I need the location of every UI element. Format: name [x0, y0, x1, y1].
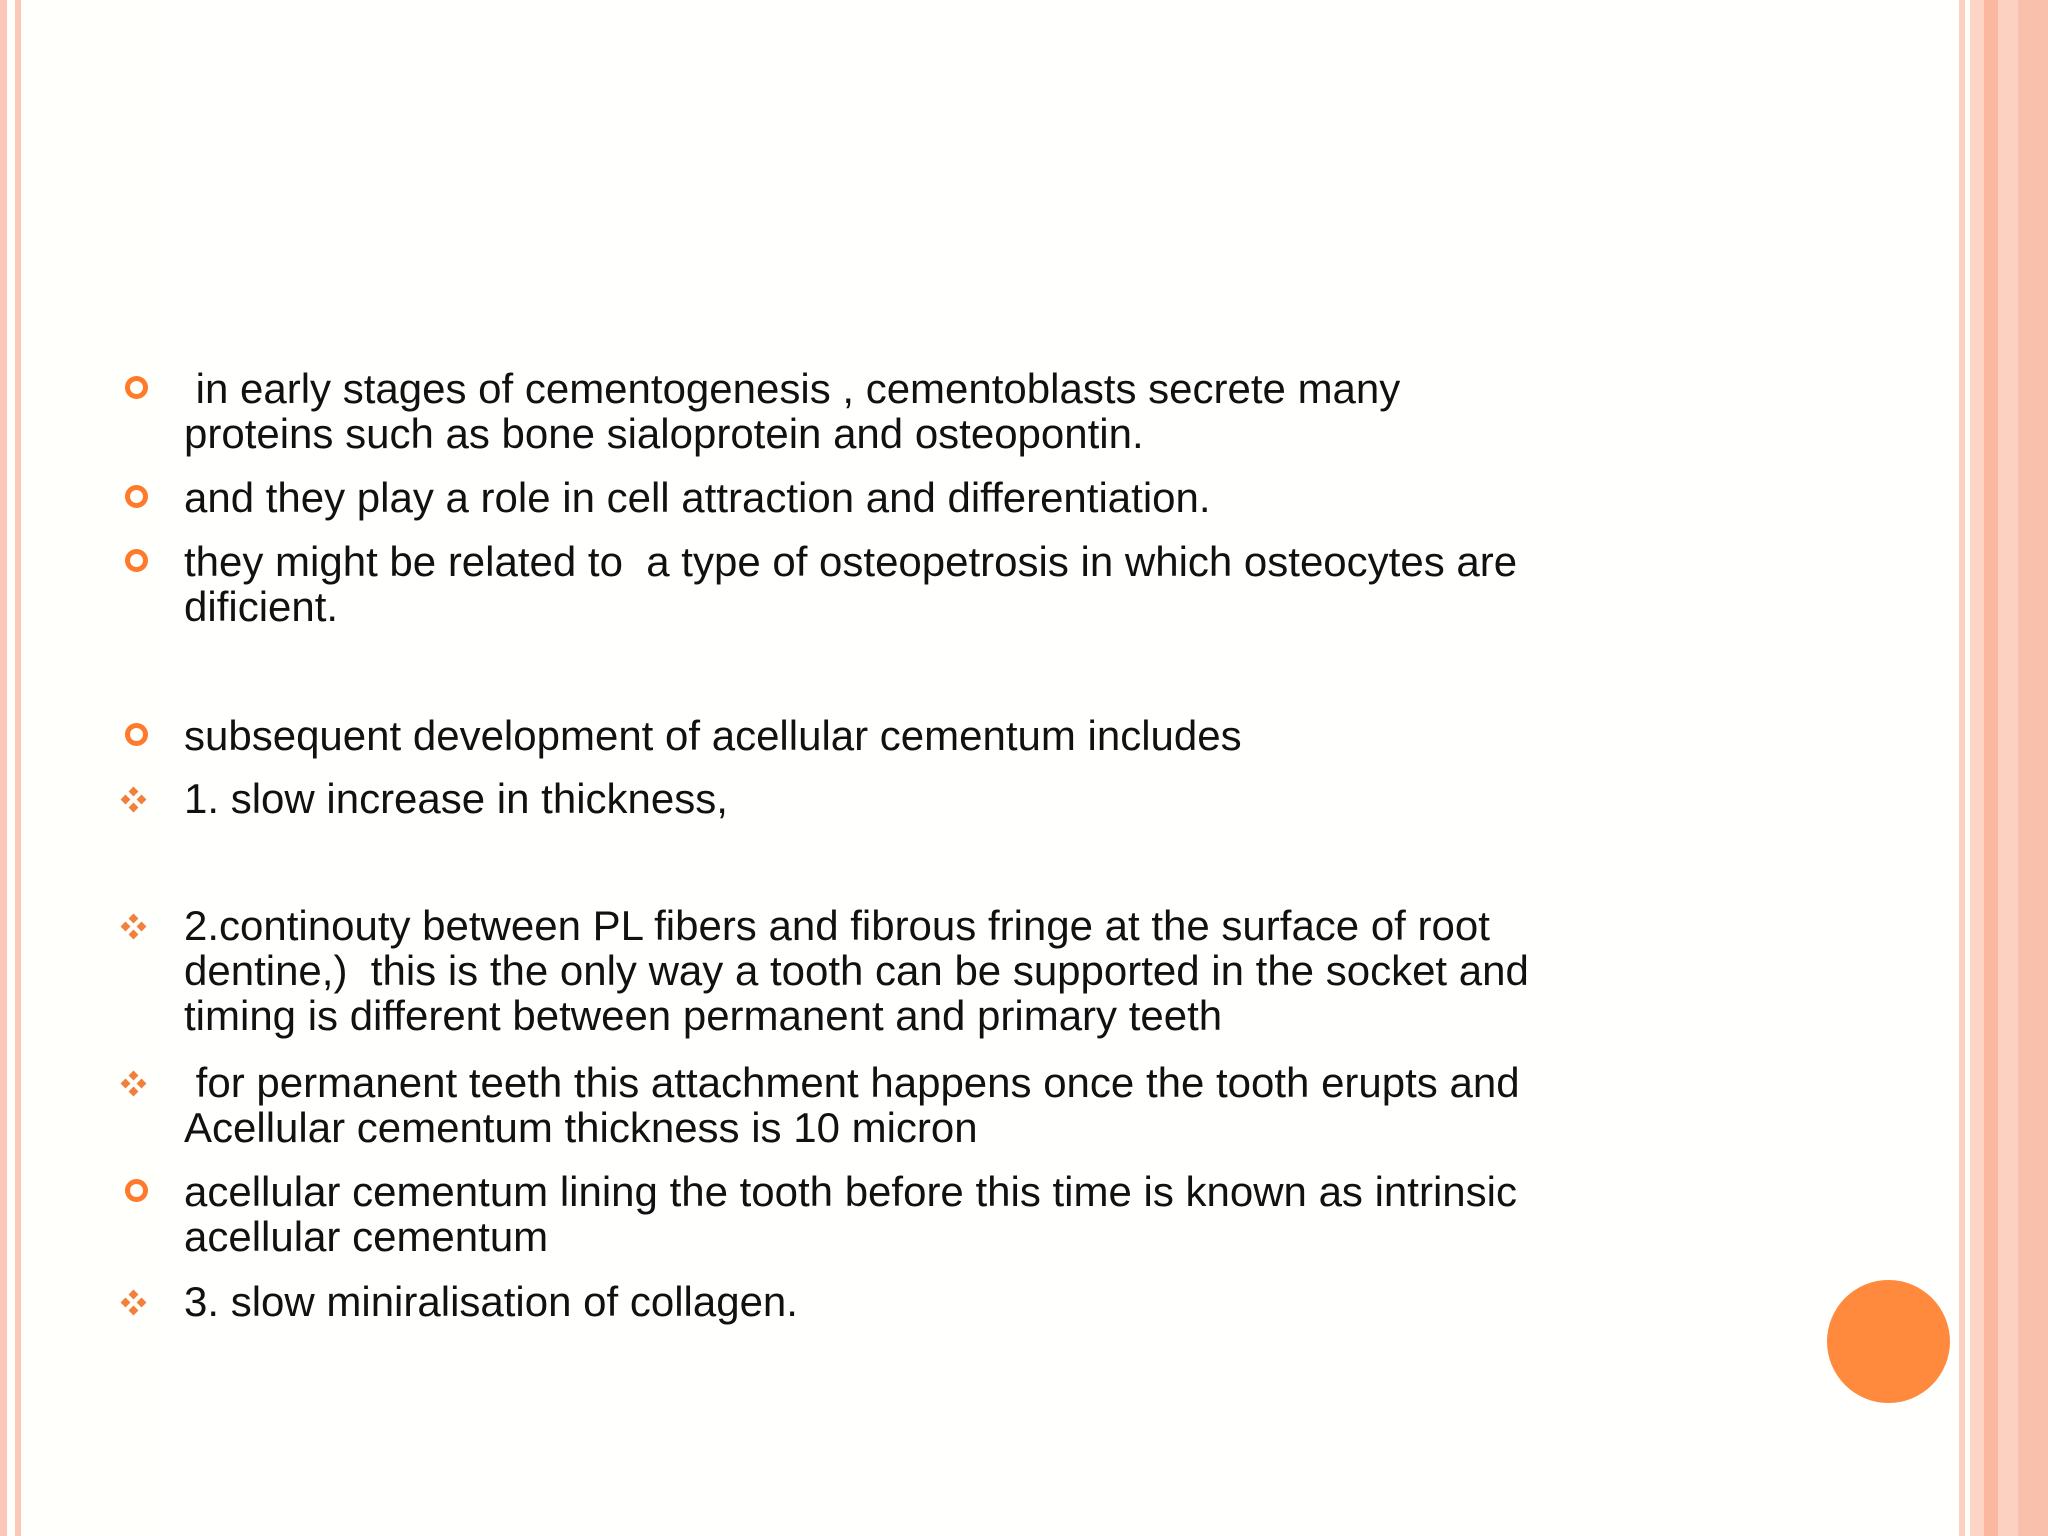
- right-border-stripe: [1959, 0, 1965, 1536]
- list-item: [184, 776, 1784, 821]
- right-border-stripe: [2018, 0, 2048, 1536]
- bullet-text: they might be related to a type of osteopetrosis in which osteocytes are dificient.: [184, 538, 1518, 630]
- list-item: [184, 1060, 1784, 1150]
- bullet-text: subsequent development of acellular cementum includes: [184, 712, 1242, 759]
- right-border-stripe: [1984, 0, 1998, 1536]
- ring-bullet-icon: [125, 723, 148, 746]
- bullet-text: in early stages of cementogenesis , cementoblasts secrete many proteins such as bone sialoprotein and osteopontin.: [184, 365, 1401, 457]
- bullet-text: 2.continouty between PL fibers and fibrous fringe at the surface of root dentine,) this is the only way a tooth can be supported in the socket and timing is different between permanent and primary teeth: [184, 902, 1529, 1039]
- diamond-bullet-icon: [122, 788, 146, 812]
- diamond-bullet-icon: [122, 915, 146, 939]
- list-item: [184, 475, 1784, 520]
- list-item: [184, 1169, 1784, 1259]
- bullet-text: 3. slow miniralisation of collagen.: [184, 1278, 798, 1325]
- list-item: [184, 366, 1784, 456]
- list-item: [184, 903, 1784, 1038]
- ring-bullet-icon: [125, 485, 148, 508]
- right-border-stripe: [1970, 0, 1984, 1536]
- diamond-bullet-icon: [122, 1072, 146, 1096]
- right-border-stripe: [1998, 0, 2018, 1536]
- bullet-text: acellular cementum lining the tooth before this time is known as intrinsic acellular cementum: [184, 1168, 1517, 1260]
- diamond-bullet-icon: [122, 1291, 146, 1315]
- ring-bullet-icon: [125, 1179, 148, 1202]
- ring-bullet-icon: [125, 549, 148, 572]
- list-item: [184, 713, 1784, 758]
- bullet-text: and they play a role in cell attraction and differentiation.: [184, 474, 1211, 521]
- list-item: [184, 1279, 1784, 1324]
- ring-bullet-icon: [125, 376, 148, 399]
- bullet-text: for permanent teeth this attachment happens once the tooth erupts and Acellular cementum thickness is 10 micron: [184, 1059, 1520, 1151]
- list-item: [184, 539, 1784, 629]
- bullet-text: 1. slow increase in thickness,: [184, 775, 728, 822]
